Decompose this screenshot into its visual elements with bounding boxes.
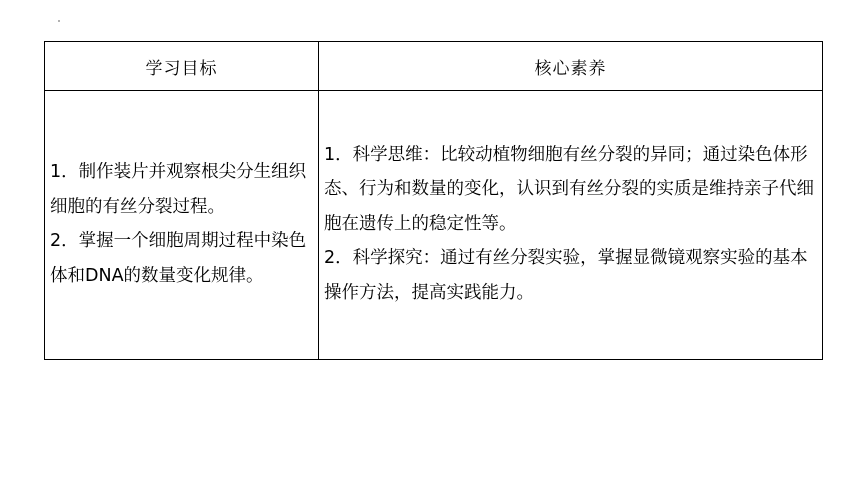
header-core-competencies: 核心素养 — [319, 42, 823, 91]
decorative-dot — [58, 20, 60, 22]
table-header-row — [45, 42, 823, 91]
table-row — [45, 91, 823, 360]
header-learning-objectives: 学习目标 — [45, 42, 319, 91]
objectives-table — [44, 41, 823, 360]
core-competency-item: 1．科学思维：比较动植物细胞有丝分裂的异同；通过染色体形态、行为和数量的变化，认识到有丝分裂的实质是维持亲子代细胞在遗传上的稳定性等。 — [324, 144, 814, 234]
learning-objective-item: 2．掌握一个细胞周期过程中染色体和DNA的数量变化规律。 — [50, 231, 307, 286]
core-competency-item: 2．科学探究：通过有丝分裂实验，掌握显微镜观察实验的基本操作方法，提高实践能力。 — [324, 248, 808, 303]
core-competencies-cell — [319, 91, 823, 360]
learning-objective-item: 1．制作装片并观察根尖分生组织细胞的有丝分裂过程。 — [50, 162, 307, 217]
learning-objectives-cell — [45, 91, 319, 360]
